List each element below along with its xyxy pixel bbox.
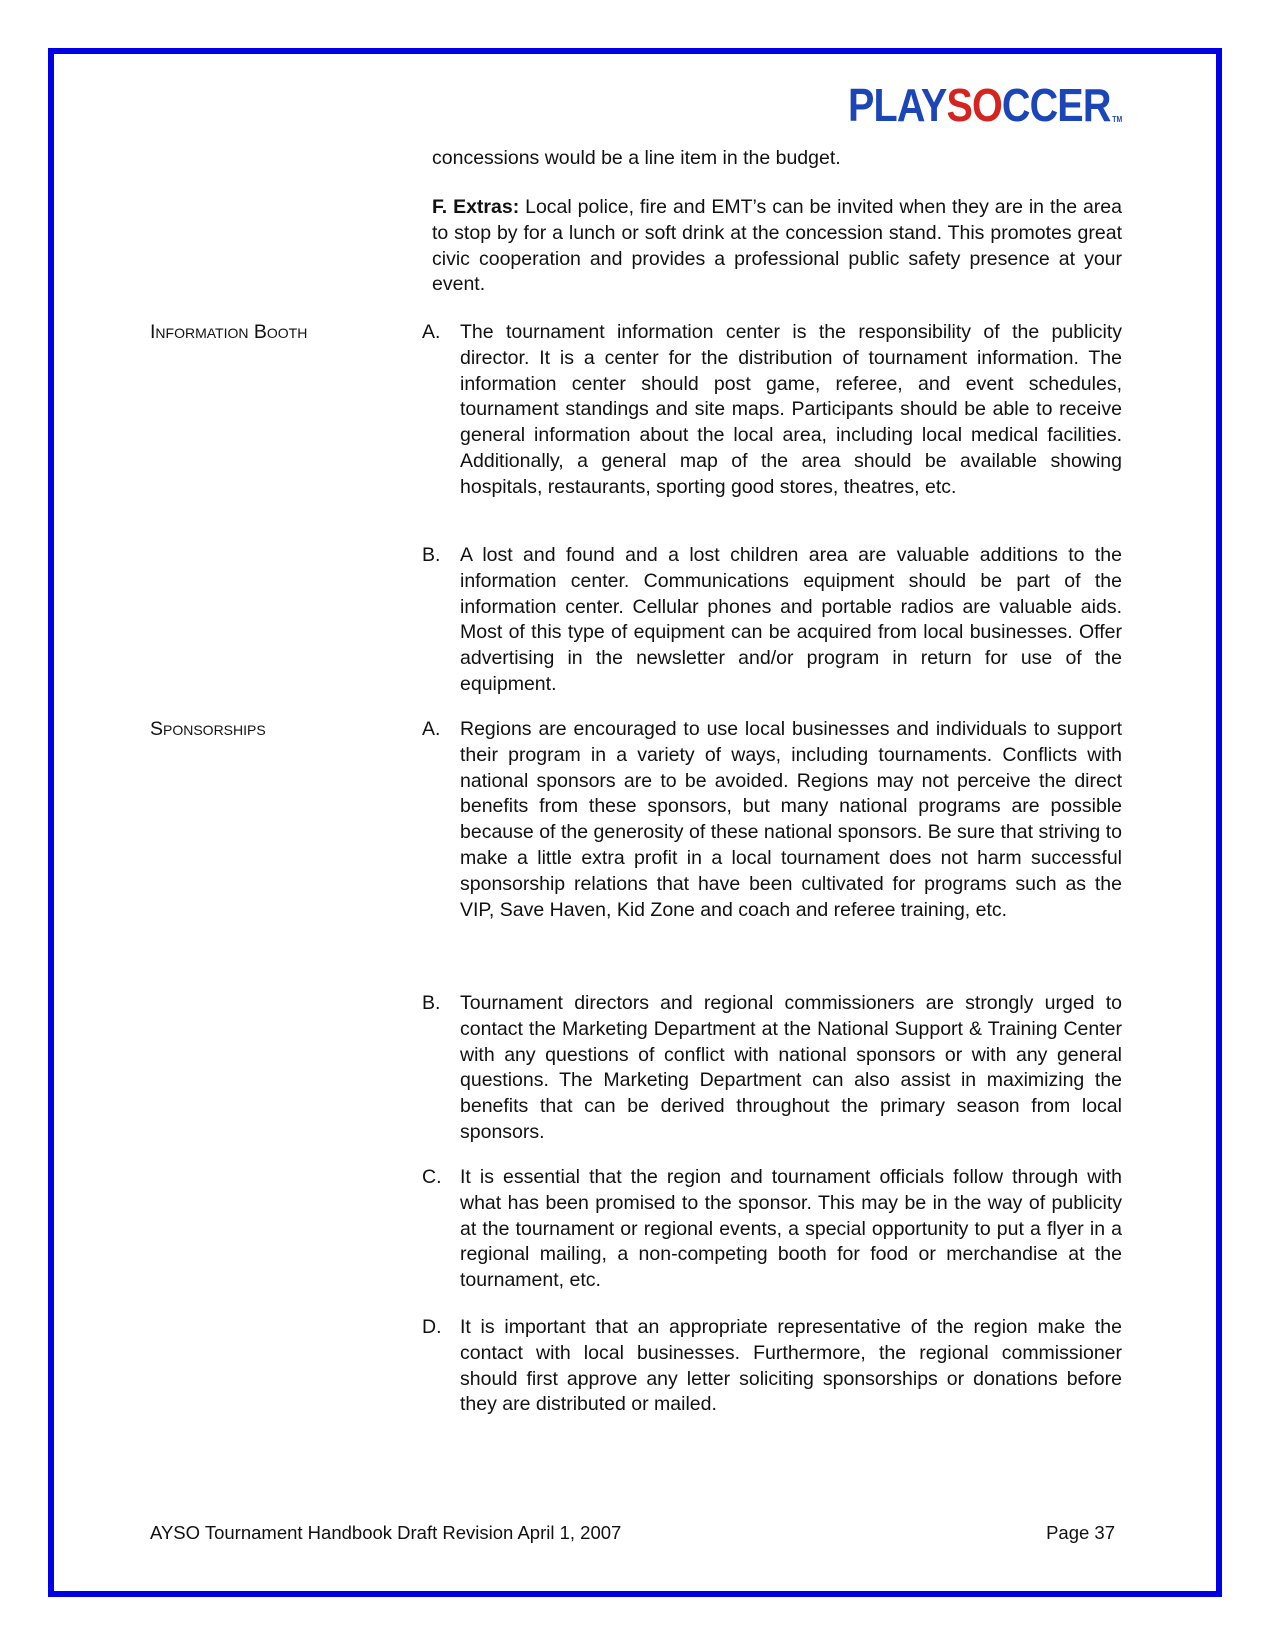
logo-part-ccer: CCER [1001,79,1111,131]
list-item [422,1315,1122,1418]
trademark-mark: TM [1112,115,1123,124]
list-item [422,717,1122,923]
item-text: A lost and found and a lost children area are valuable additions to the information center. Communications equipment should be part of the information center. Cellular phones and portable radios are valuable aids. Most of this type of equipment can be acquired from local businesses. Offer advertising in the newsletter and/or program in return for use of the equipment. [460,544,1122,695]
logo-part-so: SO [946,79,1002,131]
item-label: A. [422,321,441,343]
list-item [422,320,1122,501]
item-label: B. [422,992,441,1014]
continuation-paragraph: concessions would be a line item in the budget. [432,147,841,169]
footer-document-title: AYSO Tournament Handbook Draft Revision April 1, 2007 [150,1522,622,1543]
item-label: B. [422,544,441,566]
item-text: The tournament information center is the responsibility of the publicity director. It is a center for the distribution of tournament information. The information center should post game, referee, and event schedules, tournament standings and site maps. Participants should be able to receive general information about the local area, including local medical facilities. Additionally, a general map of the area should be available showing hospitals, restaurants, sporting good stores, theatres, etc. [460,321,1122,498]
playsoccer-logo [848,79,1123,131]
section-heading-information-booth: Information Booth [150,321,308,343]
item-text: It is essential that the region and tournament officials follow through with what has been promised to the sponsor. This may be in the way of publicity at the tournament or regional events, a special opportunity to put a flyer in a regional mailing, a non-competing booth for food or merchandise at the tournament, etc. [460,1166,1122,1292]
extras-label: F. Extras: [432,196,520,218]
item-text: It is important that an appropriate representative of the region make the contact with local businesses. Furthermore, the regional commissioner should first approve any letter soliciting sponsorships or donations before they are distributed or mailed. [460,1316,1122,1416]
list-item [422,1165,1122,1294]
item-text: Tournament directors and regional commissioners are strongly urged to contact the Marketing Department at the National Support & Training Center with any questions of conflict with national sponsors or with any general questions. The Marketing Department can also assist in maximizing the benefits that can be derived throughout the primary season from local sponsors. [460,992,1122,1143]
item-label: D. [422,1316,442,1338]
section-heading-sponsorships: Sponsorships [150,718,266,740]
extras-text: Local police, fire and EMT’s can be invited when they are in the area to stop by for a lunch or soft drink at the concession stand. This promotes great civic cooperation and provides a professional public safety presence at your event. [432,196,1122,296]
list-item [422,543,1122,698]
extras-paragraph [432,195,1122,298]
item-label: A. [422,718,441,740]
footer-page-number: Page 37 [1046,1522,1115,1543]
list-item [422,991,1122,1146]
item-text: Regions are encouraged to use local businesses and individuals to support their program in a variety of ways, including tournaments. Conflicts with national sponsors are to be avoided. Regions may not perceive the direct benefits from these sponsors, but many national programs are possible because of the generosity of these national sponsors. Be sure that striving to make a little extra profit in a local tournament does not harm successful sponsorship relations that have been cultivated for programs such as the VIP, Save Haven, Kid Zone and coach and referee training, etc. [460,718,1122,921]
item-label: C. [422,1166,442,1188]
logo-part-play: PLAY [848,79,947,131]
